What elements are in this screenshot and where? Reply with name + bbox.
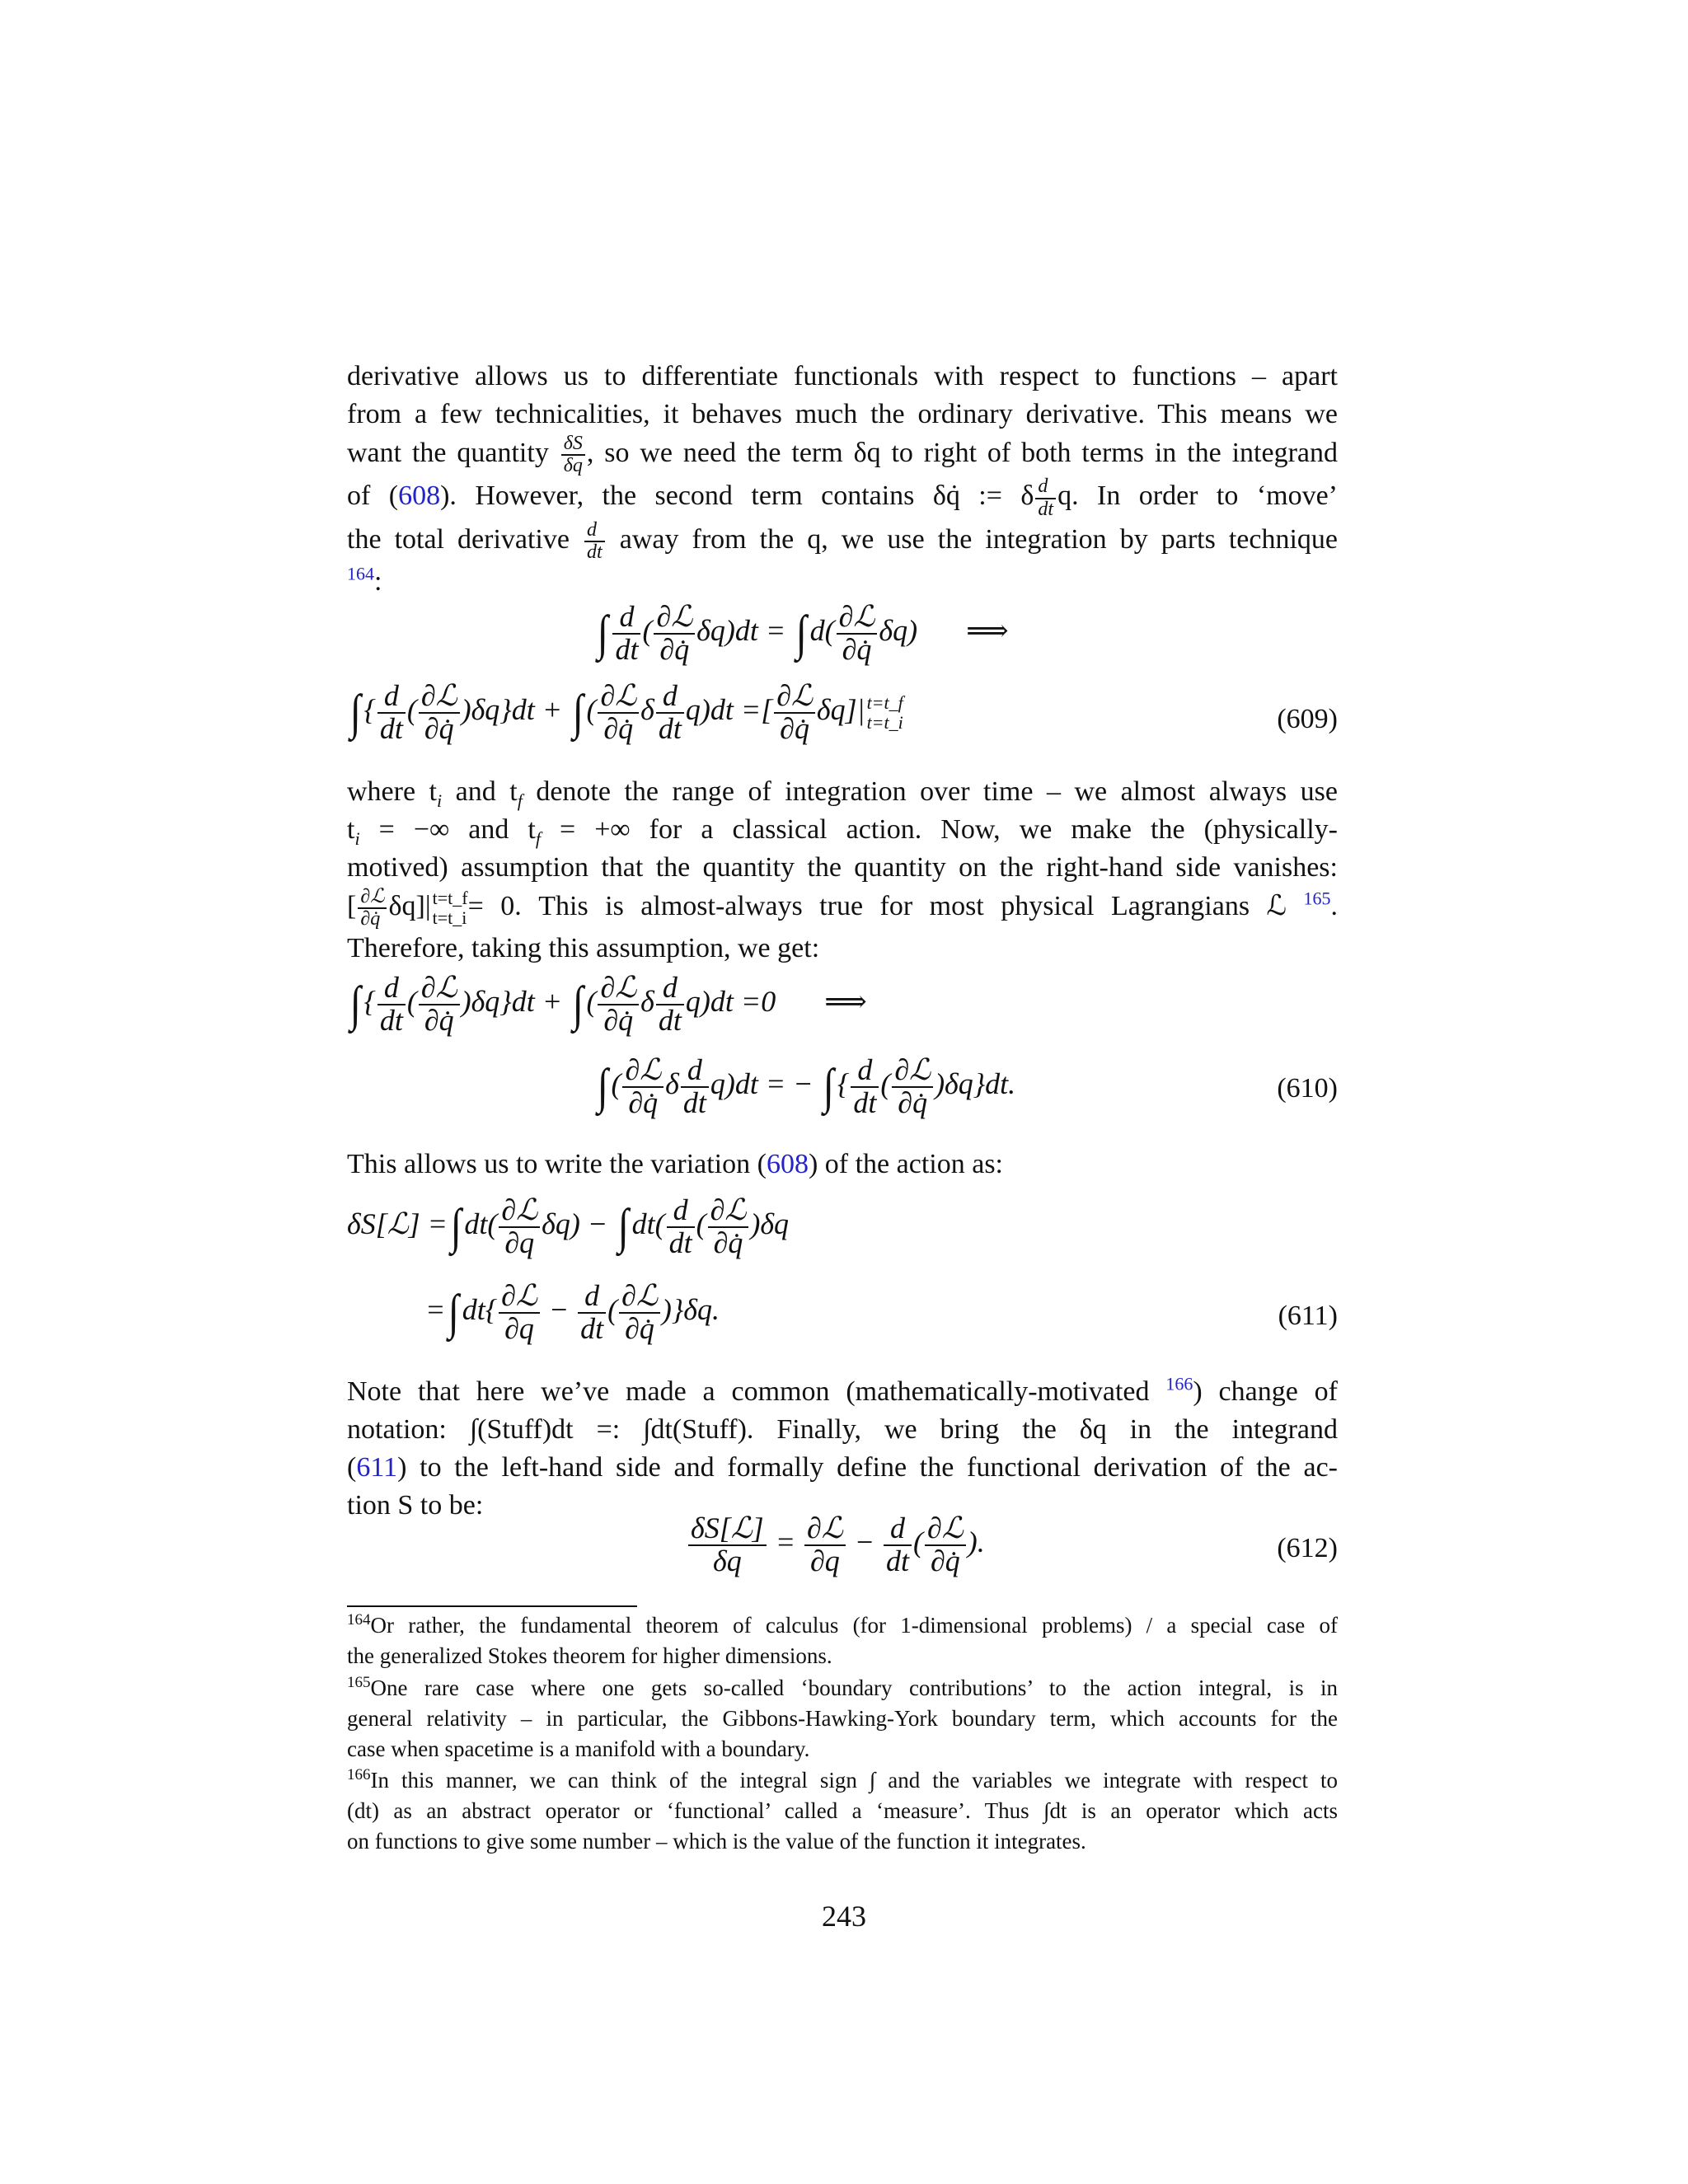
footnote-separator — [347, 1605, 637, 1607]
paragraph-notation — [347, 1373, 1338, 1525]
footnote-ref-166[interactable]: 166 — [1165, 1373, 1193, 1394]
equation-ref-608[interactable]: 608 — [398, 480, 441, 512]
footnote-ref-164[interactable]: 164 — [347, 563, 374, 584]
equation-610 — [347, 972, 1338, 1137]
text-line: the total derivative $\frac{d}{dt}$ away from the q, we use the integration by parts technique — [347, 518, 1339, 563]
fraction-dS-dq: $\frac{\delta S}{\delta q}$ — [561, 434, 585, 476]
text-line: derivative allows us to differentiate functionals with respect to functions – apart — [347, 361, 1338, 391]
text-line: Therefore, taking this assumption, we get: — [347, 933, 820, 964]
equation-610-line2: ∫ ( $\frac{\text{∂ℒ}}{\partial q̇}$ δ $\frac{d}{dt}$ q)dt = − ∫ { $\frac{d}{dt}$ ( $\frac{\text{∂ℒ}}{\partial q̇}$ )δq}dt. — [597, 1053, 1016, 1119]
text-line: motived) assumption that the quantity the quantity on the right-hand side vanishes: — [347, 852, 1338, 883]
equation-609-line1: ∫ $\frac{d}{dt}$ ( $\frac{\text{∂ℒ}}{\partial q̇}$ δq)dt = ∫ d( $\frac{\text{∂ℒ}}{\partial q̇}$ δq) ⟹ — [597, 600, 1009, 666]
footnote-164: $^{164}$Or rather, the fundamental theorem of calculus (for 1-dimensional problems) / a special case of the generalized Stokes theorem for higher dimensions. — [347, 1611, 1338, 1668]
equation-number: (610) — [1277, 1073, 1338, 1104]
equation-ref-611[interactable]: 611 — [356, 1452, 398, 1483]
equation-610-line1: ∫ { $\frac{d}{dt}$ ( $\frac{\text{∂ℒ}}{\partial q̇}$ )δq}dt + ∫ ( $\frac{\text{∂ℒ}}{\partial q̇}$ δ $\frac{d}{dt}$ q)dt =0 ⟹ — [349, 971, 867, 1037]
text-line: want the quantity $\frac{\delta S}{\delta q}$ , so we need the term δq to right of both terms in the integrand — [347, 433, 1338, 477]
equation-611 — [347, 1195, 1338, 1368]
equation-612-body: $\frac{\text{δS[ℒ]}}{\delta q}$ = $\frac{\text{∂ℒ}}{\partial q}$ − $\frac{d}{dt}$ ( $\frac{\text{∂ℒ}}{\partial q̇}$ ). — [687, 1513, 985, 1577]
equation-611-line2: =∫ dt{ $\frac{\text{∂ℒ}}{\partial q}$ − $\frac{d}{dt}$ ( $\frac{\text{∂ℒ}}{\partial q̇}$ )}δq. — [425, 1279, 720, 1345]
text-line: notation: ∫(Stuff)dt =: ∫dt(Stuff). Finally, we bring the δq in the integrand — [347, 1414, 1338, 1445]
equation-611-line1: δS[ℒ] =∫ dt( $\frac{\text{∂ℒ}}{\partial q}$ δq) − ∫ dt( $\frac{d}{dt}$ ( $\frac{\text{∂ℒ}}{\partial q̇}$ )δq — [347, 1193, 790, 1259]
equation-number: (611) — [1278, 1301, 1338, 1331]
equation-612 — [347, 1513, 1338, 1596]
paragraph-variation: This allows us to write the variation (608) of the action as: — [347, 1149, 1003, 1179]
footnote-165: $^{165}$One rare case where one gets so-called ‘boundary contributions’ to the action integral, is in general relativity – in particular, the Gibbons-Hawking-York boundary term, which accounts for the case when spacetime is a manifold with a boundary. — [347, 1674, 1338, 1761]
equation-number: (609) — [1277, 704, 1338, 734]
page-number: 243 — [822, 1900, 866, 1933]
paragraph-intro — [347, 358, 1338, 601]
text-line: of (608). However, the second term contains δq̇ := δ $\frac{d}{dt}$ q. In order to ‘move’ — [347, 476, 1338, 520]
text-line: $^{164}$: — [347, 563, 382, 598]
text-line: Note that here we’ve made a common (mathematically-motivated $^{166}$) change of — [347, 1373, 1339, 1407]
text-line: where $t_i$ and $t_f$ denote the range of integration over time – we almost always use — [347, 776, 1338, 811]
text-line: from a few technicalities, it behaves much the ordinary derivative. This means we — [347, 399, 1338, 429]
equation-609 — [347, 602, 1338, 766]
footnote-ref-165[interactable]: 165 — [1303, 888, 1331, 909]
text-line: $t_i$ = −∞ and $t_f$ = +∞ for a classical action. Now, we make the (physically- — [347, 814, 1339, 849]
footnote-166: $^{166}$In this manner, we can think of the integral sign ∫ and the variables we integrate with respect to (dt) as an abstract operator or ‘functional’ called a ‘measure’. Thus ∫dt is an operator which acts on functions to give some number – which is the value of the function it integrates. — [347, 1766, 1338, 1854]
equation-609-line2: ∫ { $\frac{d}{dt}$ ( $\frac{\text{∂ℒ}}{\partial q̇}$ )δq}dt + ∫ ( $\frac{\text{∂ℒ}}{\partial q̇}$ δ $\frac{d}{dt}$ q)dt =[ $\frac{\text{∂ℒ}}{\partial q̇}$ δq]| t=t_f t=t_i — [349, 679, 903, 745]
paragraph-assumption — [347, 773, 1338, 968]
text-line: tion S to be: — [347, 1490, 484, 1521]
equation-number: (612) — [1277, 1533, 1338, 1563]
text-line: (611) to the left-hand side and formally define the functional derivation of the ac- — [347, 1452, 1338, 1483]
text-line: [ $\frac{\text{∂ℒ}}{\partial q̇}$ δq]| t=t_f t=t_i = 0. This is almost-always true for most physical Lagrangians ℒ $^{165}$. — [347, 886, 1338, 930]
equation-ref-608[interactable]: 608 — [766, 1149, 809, 1179]
